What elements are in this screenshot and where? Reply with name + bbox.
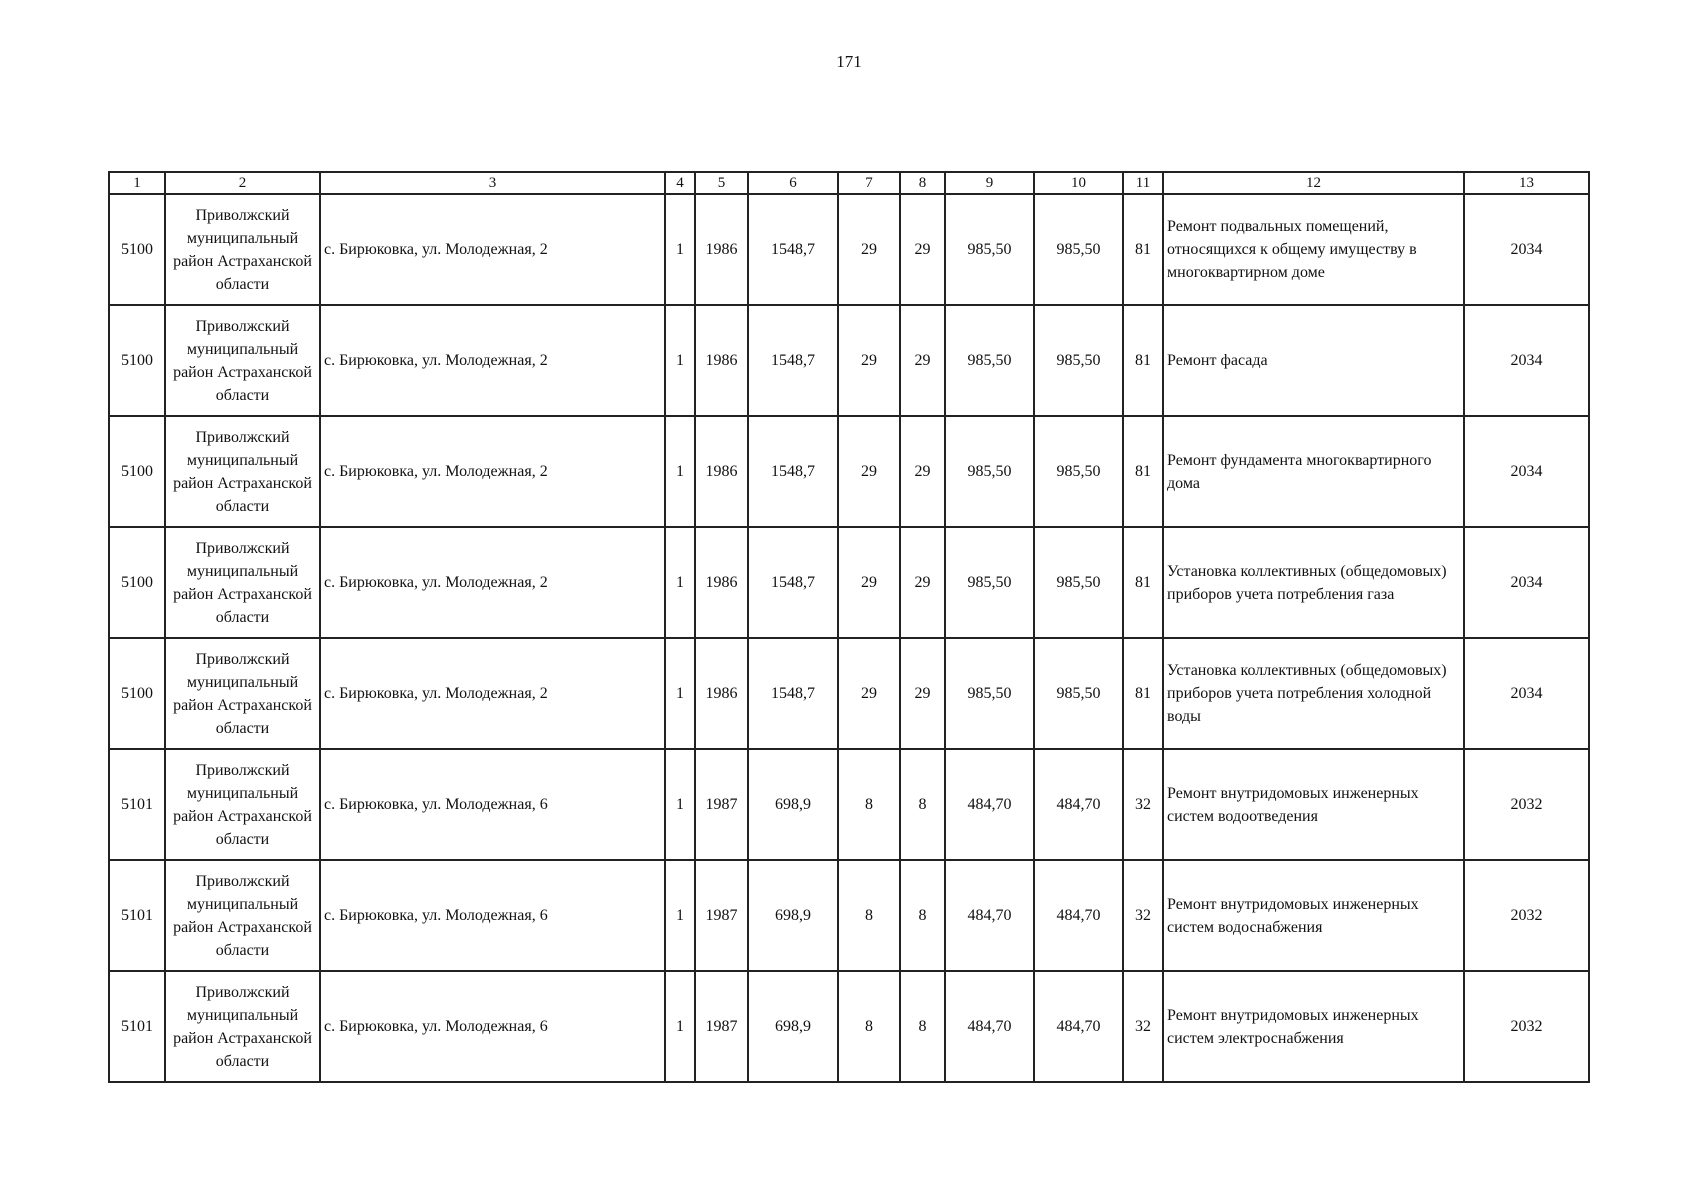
cell-col7: 29 [838, 416, 900, 527]
cell-col7: 8 [838, 860, 900, 971]
cell-col10: 985,50 [1034, 527, 1123, 638]
cell-col8: 29 [900, 638, 945, 749]
table-row [109, 527, 1589, 638]
cell-address: с. Бирюковка, ул. Молодежная, 2 [320, 416, 665, 527]
cell-col7: 29 [838, 194, 900, 305]
table-row [109, 749, 1589, 860]
cell-area: 1548,7 [748, 638, 838, 749]
table-header [109, 172, 1589, 194]
column-header: 11 [1123, 172, 1163, 194]
cell-municipality: Приволжский муниципальный район Астраханской области [165, 527, 320, 638]
table-row [109, 638, 1589, 749]
cell-planned-year: 2034 [1464, 305, 1589, 416]
cell-col10: 484,70 [1034, 749, 1123, 860]
column-header: 13 [1464, 172, 1589, 194]
page-number: 171 [836, 52, 862, 71]
cell-col10: 985,50 [1034, 638, 1123, 749]
cell-col8: 29 [900, 416, 945, 527]
cell-planned-year: 2034 [1464, 194, 1589, 305]
registry-table [108, 171, 1590, 1083]
cell-col10: 985,50 [1034, 416, 1123, 527]
cell-work-type: Ремонт внутридомовых инженерных систем электроснабжения [1163, 971, 1464, 1082]
cell-number: 5100 [109, 416, 165, 527]
cell-area: 1548,7 [748, 305, 838, 416]
column-header: 3 [320, 172, 665, 194]
cell-col4: 1 [665, 860, 695, 971]
cell-year: 1986 [695, 305, 748, 416]
cell-municipality: Приволжский муниципальный район Астраханской области [165, 416, 320, 527]
cell-col11: 81 [1123, 416, 1163, 527]
cell-col9: 985,50 [945, 305, 1034, 416]
cell-col9: 484,70 [945, 860, 1034, 971]
cell-col11: 32 [1123, 971, 1163, 1082]
cell-col7: 29 [838, 638, 900, 749]
cell-number: 5100 [109, 527, 165, 638]
cell-col7: 29 [838, 527, 900, 638]
cell-year: 1987 [695, 749, 748, 860]
cell-year: 1986 [695, 194, 748, 305]
cell-col8: 8 [900, 860, 945, 971]
table-row [109, 305, 1589, 416]
cell-col4: 1 [665, 527, 695, 638]
cell-number: 5101 [109, 749, 165, 860]
cell-col11: 81 [1123, 194, 1163, 305]
cell-planned-year: 2032 [1464, 749, 1589, 860]
cell-col11: 81 [1123, 305, 1163, 416]
cell-year: 1986 [695, 527, 748, 638]
cell-planned-year: 2032 [1464, 971, 1589, 1082]
cell-number: 5101 [109, 860, 165, 971]
cell-year: 1987 [695, 860, 748, 971]
cell-municipality: Приволжский муниципальный район Астраханской области [165, 860, 320, 971]
cell-number: 5100 [109, 194, 165, 305]
cell-col10: 484,70 [1034, 971, 1123, 1082]
table-body [109, 194, 1589, 1082]
cell-col7: 8 [838, 749, 900, 860]
cell-col11: 32 [1123, 749, 1163, 860]
cell-area: 698,9 [748, 860, 838, 971]
column-header: 5 [695, 172, 748, 194]
column-header: 1 [109, 172, 165, 194]
cell-col10: 985,50 [1034, 194, 1123, 305]
cell-col9: 985,50 [945, 194, 1034, 305]
cell-municipality: Приволжский муниципальный район Астраханской области [165, 749, 320, 860]
table-row [109, 194, 1589, 305]
cell-work-type: Ремонт внутридомовых инженерных систем водоотведения [1163, 749, 1464, 860]
cell-area: 1548,7 [748, 194, 838, 305]
cell-col9: 484,70 [945, 971, 1034, 1082]
cell-col11: 81 [1123, 527, 1163, 638]
cell-work-type: Ремонт фасада [1163, 305, 1464, 416]
cell-col8: 29 [900, 305, 945, 416]
cell-col4: 1 [665, 416, 695, 527]
cell-col7: 8 [838, 971, 900, 1082]
cell-planned-year: 2034 [1464, 638, 1589, 749]
cell-col7: 29 [838, 305, 900, 416]
cell-area: 698,9 [748, 971, 838, 1082]
cell-col8: 29 [900, 527, 945, 638]
cell-address: с. Бирюковка, ул. Молодежная, 6 [320, 971, 665, 1082]
cell-municipality: Приволжский муниципальный район Астраханской области [165, 305, 320, 416]
table-row [109, 416, 1589, 527]
cell-area: 1548,7 [748, 527, 838, 638]
cell-col4: 1 [665, 305, 695, 416]
column-header: 6 [748, 172, 838, 194]
cell-work-type: Ремонт подвальных помещений, относящихся к общему имуществу в многоквартирном доме [1163, 194, 1464, 305]
cell-year: 1987 [695, 971, 748, 1082]
column-header: 12 [1163, 172, 1464, 194]
cell-col9: 484,70 [945, 749, 1034, 860]
cell-number: 5100 [109, 305, 165, 416]
header-row [109, 172, 1589, 194]
cell-municipality: Приволжский муниципальный район Астраханской области [165, 638, 320, 749]
cell-col4: 1 [665, 638, 695, 749]
cell-col8: 8 [900, 749, 945, 860]
cell-year: 1986 [695, 638, 748, 749]
column-header: 8 [900, 172, 945, 194]
cell-planned-year: 2034 [1464, 527, 1589, 638]
cell-address: с. Бирюковка, ул. Молодежная, 2 [320, 527, 665, 638]
table-row [109, 860, 1589, 971]
cell-col4: 1 [665, 194, 695, 305]
cell-address: с. Бирюковка, ул. Молодежная, 6 [320, 860, 665, 971]
cell-work-type: Установка коллективных (общедомовых) приборов учета потребления холодной воды [1163, 638, 1464, 749]
cell-address: с. Бирюковка, ул. Молодежная, 2 [320, 638, 665, 749]
cell-work-type: Ремонт фундамента многоквартирного дома [1163, 416, 1464, 527]
cell-planned-year: 2032 [1464, 860, 1589, 971]
cell-col8: 29 [900, 194, 945, 305]
cell-col11: 32 [1123, 860, 1163, 971]
cell-work-type: Ремонт внутридомовых инженерных систем водоснабжения [1163, 860, 1464, 971]
cell-area: 698,9 [748, 749, 838, 860]
cell-col4: 1 [665, 749, 695, 860]
cell-col9: 985,50 [945, 416, 1034, 527]
column-header: 2 [165, 172, 320, 194]
cell-col9: 985,50 [945, 638, 1034, 749]
cell-col11: 81 [1123, 638, 1163, 749]
cell-work-type: Установка коллективных (общедомовых) приборов учета потребления газа [1163, 527, 1464, 638]
cell-address: с. Бирюковка, ул. Молодежная, 6 [320, 749, 665, 860]
cell-col8: 8 [900, 971, 945, 1082]
cell-address: с. Бирюковка, ул. Молодежная, 2 [320, 305, 665, 416]
cell-area: 1548,7 [748, 416, 838, 527]
column-header: 9 [945, 172, 1034, 194]
cell-col9: 985,50 [945, 527, 1034, 638]
column-header: 7 [838, 172, 900, 194]
cell-col10: 484,70 [1034, 860, 1123, 971]
column-header: 4 [665, 172, 695, 194]
cell-col10: 985,50 [1034, 305, 1123, 416]
cell-municipality: Приволжский муниципальный район Астраханской области [165, 971, 320, 1082]
cell-planned-year: 2034 [1464, 416, 1589, 527]
cell-number: 5101 [109, 971, 165, 1082]
cell-col4: 1 [665, 971, 695, 1082]
cell-year: 1986 [695, 416, 748, 527]
column-header: 10 [1034, 172, 1123, 194]
table-row [109, 971, 1589, 1082]
cell-address: с. Бирюковка, ул. Молодежная, 2 [320, 194, 665, 305]
cell-municipality: Приволжский муниципальный район Астраханской области [165, 194, 320, 305]
cell-number: 5100 [109, 638, 165, 749]
